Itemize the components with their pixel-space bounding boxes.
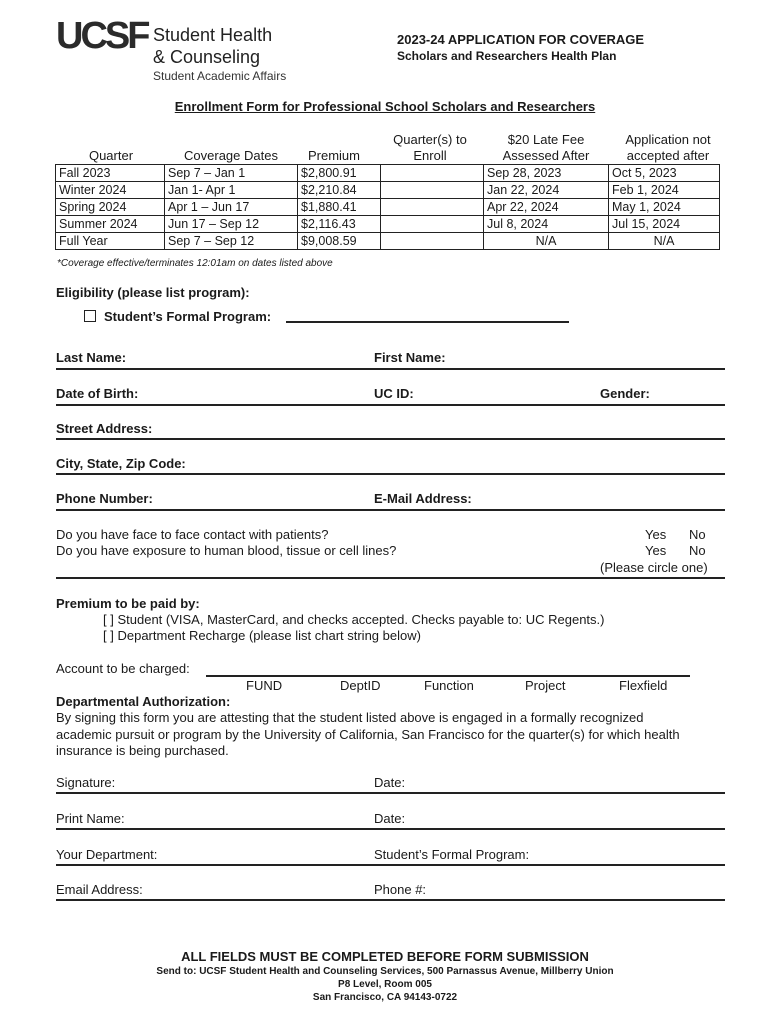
signature-date-label: Date: bbox=[374, 775, 406, 790]
col-header-not-accepted bbox=[609, 132, 727, 164]
phone-input-line[interactable] bbox=[56, 509, 725, 511]
premium-paid-label: Premium to be paid by: bbox=[56, 596, 200, 611]
cell-not-accepted: Jul 15, 2024 bbox=[609, 216, 720, 233]
gender-label: Gender: bbox=[600, 386, 650, 401]
cell-premium: $9,008.59 bbox=[298, 233, 381, 250]
logo-text-counseling: & Counseling bbox=[153, 47, 261, 67]
street-input-line[interactable] bbox=[56, 438, 725, 440]
last-name-label: Last Name: bbox=[56, 350, 127, 365]
city-label: City, State, Zip Code: bbox=[56, 456, 186, 471]
email-label: E-Mail Address: bbox=[374, 491, 472, 506]
logo-text-student-health: Student Health bbox=[153, 25, 273, 45]
ucsf-logo: UCSF bbox=[56, 15, 148, 57]
questions-divider bbox=[56, 577, 725, 579]
auth-email-label: Email Address: bbox=[56, 882, 143, 897]
option-student bbox=[103, 612, 605, 627]
circle-hint: (Please circle one) bbox=[600, 560, 708, 575]
city-input-line[interactable] bbox=[56, 473, 725, 475]
formal-program-row bbox=[84, 309, 271, 324]
question-blood-exposure: Do you have exposure to human blood, tissue or cell lines? bbox=[56, 543, 397, 558]
cell-not-accepted: N/A bbox=[609, 233, 720, 250]
cell-enroll[interactable] bbox=[381, 165, 484, 182]
footer-room: P8 Level, Room 005 bbox=[338, 979, 432, 990]
col-header-enroll-line2: Enroll bbox=[413, 148, 447, 163]
chart-field-fund: FUND bbox=[246, 678, 283, 693]
table-row bbox=[56, 199, 720, 216]
col-header-quarter: Quarter bbox=[88, 148, 134, 163]
cell-coverage: Sep 7 – Sep 12 bbox=[165, 233, 298, 250]
option-department bbox=[103, 628, 421, 643]
chart-field-flexfield: Flexfield bbox=[619, 678, 668, 693]
coverage-table bbox=[55, 164, 720, 250]
cell-premium: $2,210.84 bbox=[298, 182, 381, 199]
cell-late-fee: Sep 28, 2023 bbox=[484, 165, 609, 182]
authorization-text-line1: By signing this form you are attesting that the student listed above is engaged in a formally recognized bbox=[56, 710, 644, 725]
print-name-input-line[interactable] bbox=[56, 828, 725, 830]
account-label: Account to be charged: bbox=[56, 661, 190, 676]
signature-label: Signature: bbox=[56, 775, 116, 790]
cell-coverage: Jun 17 – Sep 12 bbox=[165, 216, 298, 233]
student-payment-checkbox[interactable]: [ ] bbox=[103, 612, 114, 627]
cell-quarter: Winter 2024 bbox=[56, 182, 165, 199]
department-recharge-text: Department Recharge (please list chart string below) bbox=[117, 628, 421, 643]
cell-enroll[interactable] bbox=[381, 199, 484, 216]
student-payment-text: Student (VISA, MasterCard, and checks accepted. Checks payable to: UC Regents.) bbox=[117, 612, 605, 627]
chart-field-function: Function bbox=[424, 678, 474, 693]
cell-not-accepted: Oct 5, 2023 bbox=[609, 165, 720, 182]
coverage-note: *Coverage effective/terminates 12:01am on dates listed above bbox=[57, 258, 333, 269]
col-header-enroll-line1: Quarter(s) to bbox=[393, 132, 467, 147]
eligibility-label: Eligibility (please list program): bbox=[56, 285, 250, 300]
table-row bbox=[56, 165, 720, 182]
question-patient-contact: Do you have face to face contact with patients? bbox=[56, 527, 329, 542]
cell-not-accepted: May 1, 2024 bbox=[609, 199, 720, 216]
department-input-line[interactable] bbox=[56, 864, 725, 866]
col-header-premium: Premium bbox=[307, 148, 360, 163]
dob-input-line[interactable] bbox=[56, 404, 725, 406]
q2-yes-option[interactable]: Yes bbox=[645, 543, 667, 558]
footer-city: San Francisco, CA 94143-0722 bbox=[312, 992, 458, 1003]
authorization-label: Departmental Authorization: bbox=[56, 694, 231, 709]
cell-late-fee: Jul 8, 2024 bbox=[484, 216, 609, 233]
auth-phone-label: Phone #: bbox=[374, 882, 427, 897]
cell-late-fee: Jan 22, 2024 bbox=[484, 182, 609, 199]
col-header-late-fee bbox=[484, 132, 608, 164]
first-name-label: First Name: bbox=[374, 350, 446, 365]
print-date-label: Date: bbox=[374, 811, 406, 826]
col-header-late-fee-line1: $20 Late Fee bbox=[507, 132, 585, 147]
table-row bbox=[56, 216, 720, 233]
logo-text-academic-affairs: Student Academic Affairs bbox=[153, 69, 287, 83]
cell-coverage: Apr 1 – Jun 17 bbox=[165, 199, 298, 216]
account-input-line[interactable] bbox=[206, 675, 690, 677]
formal-program-label: Student’s Formal Program: bbox=[104, 309, 272, 324]
col-header-late-fee-line2: Assessed After bbox=[502, 148, 590, 163]
q2-no-option[interactable]: No bbox=[689, 543, 706, 558]
uc-id-label: UC ID: bbox=[374, 386, 414, 401]
authorization-text-line2: academic pursuit or program by the University of California, San Francisco for the quarter(s) for which health bbox=[56, 727, 680, 742]
street-label: Street Address: bbox=[56, 421, 153, 436]
col-header-enroll bbox=[378, 132, 482, 164]
department-label: Your Department: bbox=[56, 847, 158, 862]
formal-program-checkbox[interactable] bbox=[84, 310, 96, 322]
cell-coverage: Sep 7 – Jan 1 bbox=[165, 165, 298, 182]
col-header-not-accepted-line1: Application not bbox=[625, 132, 711, 147]
col-header-coverage: Coverage Dates bbox=[184, 148, 278, 163]
name-input-line[interactable] bbox=[56, 368, 725, 370]
cell-premium: $2,116.43 bbox=[298, 216, 381, 233]
col-header-not-accepted-line2: accepted after bbox=[626, 148, 710, 163]
cell-late-fee: N/A bbox=[484, 233, 609, 250]
cell-enroll[interactable] bbox=[381, 233, 484, 250]
cell-coverage: Jan 1- Apr 1 bbox=[165, 182, 298, 199]
cell-premium: $1,880.41 bbox=[298, 199, 381, 216]
table-row bbox=[56, 182, 720, 199]
chart-field-deptid: DeptID bbox=[340, 678, 381, 693]
student-program-label: Student’s Formal Program: bbox=[374, 847, 530, 862]
footer-must-complete: ALL FIELDS MUST BE COMPLETED BEFORE FORM SUBMISSION bbox=[181, 949, 589, 964]
cell-not-accepted: Feb 1, 2024 bbox=[609, 182, 720, 199]
chart-field-project: Project bbox=[525, 678, 566, 693]
cell-premium: $2,800.91 bbox=[298, 165, 381, 182]
auth-email-input-line[interactable] bbox=[56, 899, 725, 901]
cell-quarter: Fall 2023 bbox=[56, 165, 165, 182]
footer-send-to: Send to: UCSF Student Health and Counseling Services, 500 Parnassus Avenue, Millberry Union bbox=[156, 966, 614, 977]
q1-no-option[interactable]: No bbox=[689, 527, 706, 542]
signature-input-line[interactable] bbox=[56, 792, 725, 794]
phone-label: Phone Number: bbox=[56, 491, 153, 506]
application-title: 2023-24 APPLICATION FOR COVERAGE bbox=[397, 32, 645, 47]
plan-name: Scholars and Researchers Health Plan bbox=[397, 49, 617, 63]
formal-program-input-line[interactable] bbox=[286, 321, 569, 323]
department-recharge-checkbox[interactable]: [ ] bbox=[103, 628, 114, 643]
cell-enroll[interactable] bbox=[381, 216, 484, 233]
cell-late-fee: Apr 22, 2024 bbox=[484, 199, 609, 216]
form-title: Enrollment Form for Professional School Scholars and Researchers bbox=[174, 99, 596, 114]
q1-yes-option[interactable]: Yes bbox=[645, 527, 667, 542]
cell-quarter: Summer 2024 bbox=[56, 216, 165, 233]
cell-quarter: Full Year bbox=[56, 233, 165, 250]
cell-enroll[interactable] bbox=[381, 182, 484, 199]
print-name-label: Print Name: bbox=[56, 811, 125, 826]
table-row bbox=[56, 233, 720, 250]
dob-label: Date of Birth: bbox=[56, 386, 139, 401]
cell-quarter: Spring 2024 bbox=[56, 199, 165, 216]
authorization-text-line3: insurance is being purchased. bbox=[56, 743, 229, 758]
